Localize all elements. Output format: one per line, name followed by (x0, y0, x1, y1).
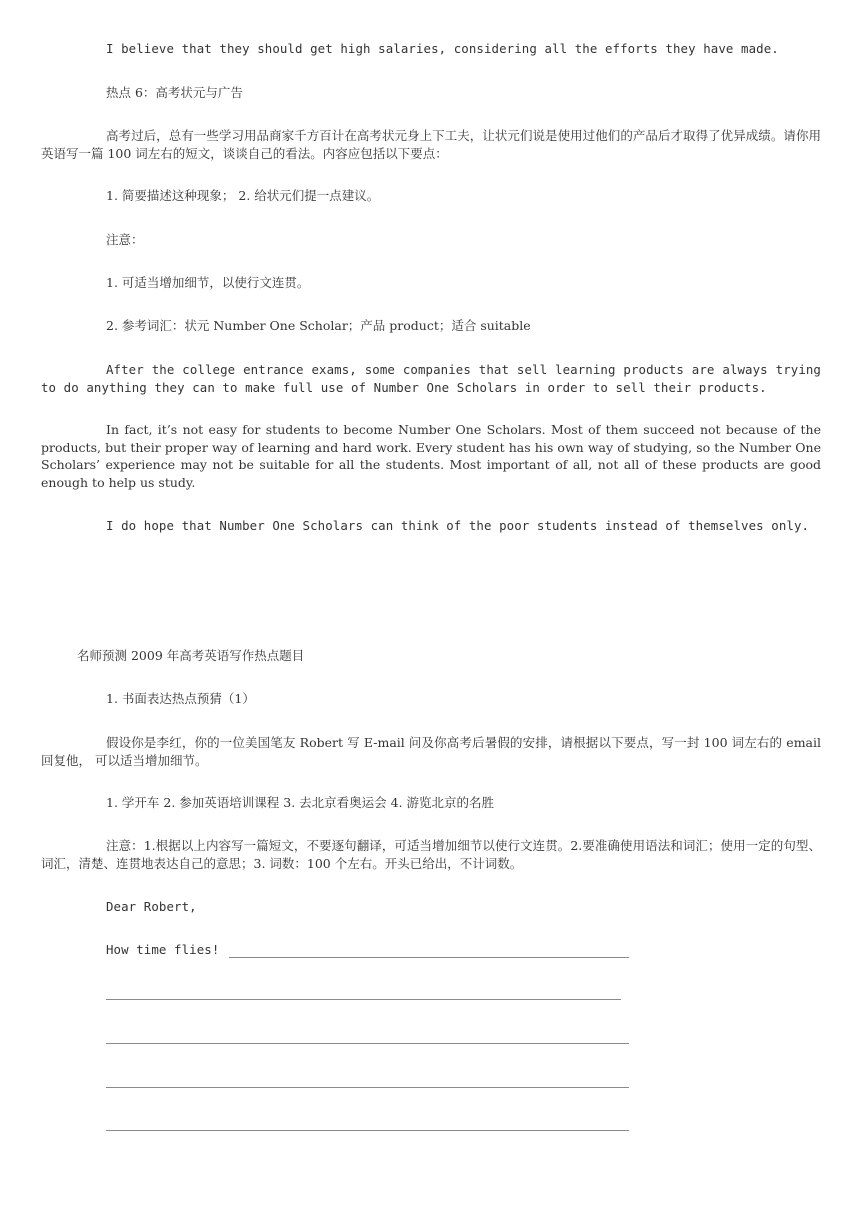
answer-line-4 (106, 1087, 629, 1088)
section-title: 名师预测 2009 年高考英语写作热点题目 (77, 648, 305, 663)
opening-line: How time flies! (106, 942, 220, 957)
note-item-1: 1. 可适当增加细节，以使行文连贯。 (106, 275, 310, 290)
email-task-description: 假设你是李红，你的一位美国笔友 Robert 写 E-mail 问及你高考后暑假的安排，请根据以下要点，写一封 100 词左右的 email 回复他， 可以适当增加细节。 (41, 735, 821, 768)
salutation: Dear Robert, (106, 899, 197, 914)
essay-paragraph-2: In fact, it’s not easy for students to become Number One Scholars. Most of them succeed not because of the products, but their proper way of learning and hard work. Every student has his own way of studying, so the Number One Scholars’ experience may not be suitable for all the students. Most important of all, not all of these products are good enough to help us study. (41, 422, 821, 490)
email-notes: 注意：1.根据以上内容写一篇短文，不要逐句翻译，可适当增加细节以使行文连贯。2.要准确使用语法和词汇；使用一定的句型、词汇，清楚、连贯地表达自己的意思；3. 词数：100 个左右。开头已给出，不计词数。 (41, 838, 821, 871)
email-key-points: 1. 学开车 2. 参加英语培训课程 3. 去北京看奥运会 4. 游览北京的名胜 (106, 795, 495, 810)
answer-line-3 (106, 1043, 629, 1044)
essay-paragraph-3: I do hope that Number One Scholars can think of the poor students instead of themselves only. (106, 518, 810, 533)
key-points: 1. 简要描述这种现象； 2. 给状元们提一点建议。 (106, 188, 380, 203)
note-label: 注意： (106, 232, 144, 247)
note-item-2: 2. 参考词汇：状元 Number One Scholar；产品 product；适合 suitable (106, 318, 531, 333)
item-heading: 1. 书面表达热点预猜（1） (106, 691, 255, 706)
task-description: 高考过后，总有一些学习用品商家千方百计在高考状元身上下工夫，让状元们说是使用过他们的产品后才取得了优异成绩。请你用英语写一篇 100 词左右的短文，谈谈自己的看法。内容应包括以下要点： (41, 128, 821, 161)
answer-line-2 (106, 999, 621, 1000)
topic-heading: 热点 6：高考状元与广告 (106, 85, 243, 100)
essay-paragraph-1: After the college entrance exams, some companies that sell learning products are always trying to do anything they can to make full use of Number One Scholars in order to sell their products. (41, 362, 821, 395)
answer-line-5 (106, 1130, 629, 1131)
intro-sentence: I believe that they should get high salaries, considering all the efforts they have made. (106, 41, 779, 56)
answer-line-1 (229, 957, 629, 958)
